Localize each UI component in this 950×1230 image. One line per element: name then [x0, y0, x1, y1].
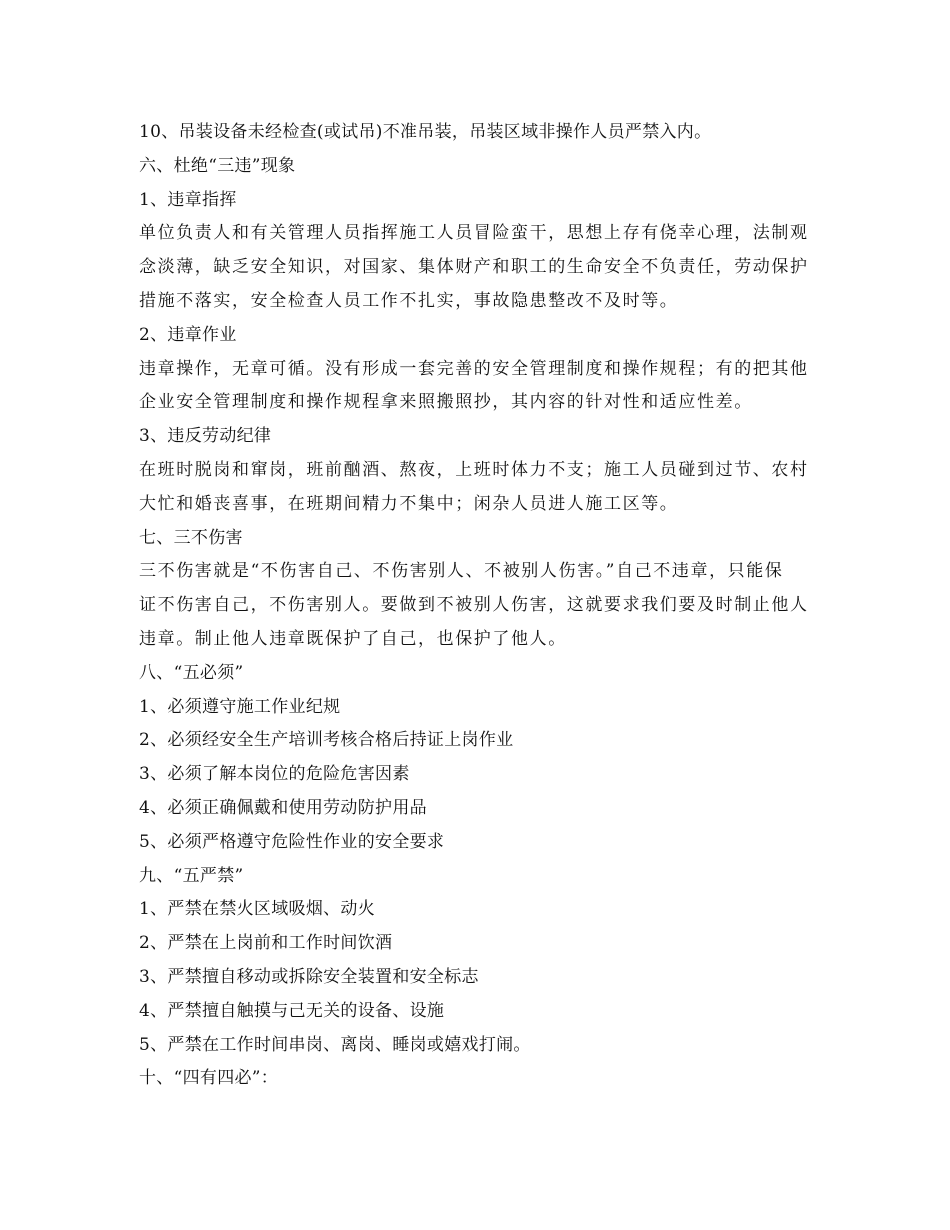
paragraph-line: 违章。制止他人违章既保护了自己，也保护了他人。 — [139, 628, 567, 649]
paragraph — [139, 217, 815, 318]
section-heading: 八、“五必须” — [139, 662, 244, 683]
paragraph-line: 企业安全管理制度和操作规程拿来照搬照抄，其内容的针对性和适应性差。 — [139, 392, 753, 413]
paragraph — [139, 555, 815, 656]
paragraph — [139, 454, 815, 522]
list-item: 1、必须遵守施工作业纪规 — [139, 696, 341, 717]
paragraph-line: 证不伤害自己，不伤害别人。要做到不被别人伤害，这就要求我们要及时制止他人 — [139, 595, 809, 616]
list-item: 2、严禁在上岗前和工作时间饮酒 — [139, 933, 393, 954]
list-item: 3、违反劳动纪律 — [139, 426, 272, 447]
paragraph-line: 三不伤害就是“不伤害自己、不伤害别人、不被别人伤害。”自己不违章，只能保 — [139, 561, 784, 582]
list-item: 2、必须经安全生产培训考核合格后持证上岗作业 — [139, 730, 514, 751]
list-item: 5、必须严格遵守危险性作业的安全要求 — [139, 831, 445, 852]
section-heading: 十、“四有四必”： — [139, 1068, 279, 1089]
list-item: 5、严禁在工作时间串岗、离岗、睡岗或嬉戏打闹。 — [139, 1034, 531, 1055]
paragraph-line: 大忙和婚丧喜事，在班期间精力不集中；闲杂人员进人施工区等。 — [139, 493, 679, 514]
list-item: 3、严禁擅自移动或拆除安全装置和安全标志 — [139, 966, 479, 987]
paragraph-line: 违章操作，无章可循。没有形成一套完善的安全管理制度和操作规程；有的把其他 — [139, 358, 809, 379]
paragraph-line: 措施不落实，安全检查人员工作不扎实，事故隐患整改不及时等。 — [139, 290, 679, 311]
section-heading: 九、“五严禁” — [139, 865, 244, 886]
list-item: 1、违章指挥 — [139, 189, 237, 210]
list-item: 10、吊装设备未经检查(或试吊)不准吊装，吊装区域非操作人员严禁入内。 — [139, 122, 712, 142]
document-body — [139, 116, 815, 1096]
paragraph-line: 念淡薄，缺乏安全知识，对国家、集体财产和职工的生命安全不负责任，劳动保护 — [139, 257, 809, 278]
list-item: 2、违章作业 — [139, 324, 237, 345]
paragraph-line: 在班时脱岗和窜岗，班前酗酒、熬夜，上班时体力不支；施工人员碰到过节、农村 — [139, 459, 809, 480]
list-item: 4、必须正确佩戴和使用劳动防护用品 — [139, 797, 427, 818]
section-heading: 六、杜绝“三违”现象 — [139, 155, 296, 176]
list-item: 4、严禁擅自触摸与己无关的设备、设施 — [139, 1000, 445, 1021]
paragraph — [139, 353, 815, 421]
list-item: 1、严禁在禁火区域吸烟、动火 — [139, 899, 376, 920]
paragraph-line: 单位负责人和有关管理人员指挥施工人员冒险蛮干，思想上存有侥幸心理，法制观 — [139, 223, 809, 244]
list-item: 3、必须了解本岗位的危险危害因素 — [139, 764, 410, 785]
section-heading: 七、三不伤害 — [139, 527, 243, 548]
